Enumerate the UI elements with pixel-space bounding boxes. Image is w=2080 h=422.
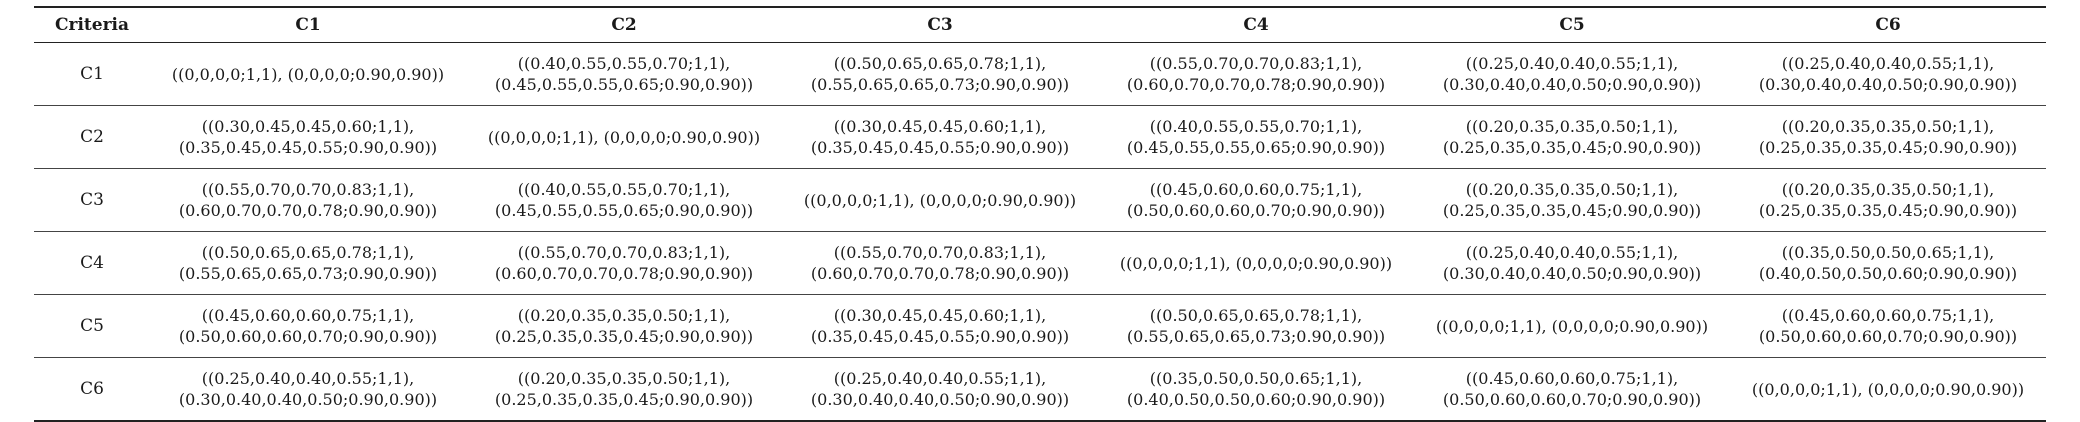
cell-line: (0.40,0.50,0.50,0.60;0.90,0.90))	[1126, 390, 1386, 409]
header-cell-c3: C3	[782, 7, 1098, 43]
table-cell	[782, 169, 1098, 232]
cell-line: (0.50,0.60,0.60,0.70;0.90,0.90))	[1442, 390, 1702, 409]
cell-line: (0.30,0.40,0.40,0.50;0.90,0.90))	[1442, 75, 1702, 94]
cell-line: ((0.35,0.50,0.50,0.65;1,1),	[1781, 243, 1995, 262]
cell-line: ((0.25,0.40,0.40,0.55;1,1),	[1781, 54, 1995, 73]
table-cell	[466, 106, 782, 169]
table-row	[34, 106, 2046, 169]
cell-line: (0.45,0.55,0.55,0.65;0.90,0.90))	[494, 75, 754, 94]
table-cell	[1098, 106, 1414, 169]
cell-line: ((0.20,0.35,0.35,0.50;1,1),	[1465, 180, 1679, 199]
cell-line: ((0.45,0.60,0.60,0.75;1,1),	[1149, 180, 1363, 199]
cell-line: ((0.45,0.60,0.60,0.75;1,1),	[1781, 306, 1995, 325]
cell-line: (0.25,0.35,0.35,0.45;0.90,0.90))	[494, 327, 754, 346]
header-cell-c2: C2	[466, 7, 782, 43]
cell-line: (0.50,0.60,0.60,0.70;0.90,0.90))	[1758, 327, 2018, 346]
cell-line: ((0.25,0.40,0.40,0.55;1,1),	[1465, 243, 1679, 262]
header-cell-c6: C6	[1730, 7, 2046, 43]
cell-line: (0.35,0.45,0.45,0.55;0.90,0.90))	[178, 138, 438, 157]
cell-line: (0.35,0.45,0.45,0.55;0.90,0.90))	[810, 138, 1070, 157]
cell-line: (0.55,0.65,0.65,0.73;0.90,0.90))	[810, 75, 1070, 94]
cell-line: ((0,0,0,0;1,1), (0,0,0,0;0.90,0.90))	[171, 64, 445, 84]
table-row	[34, 169, 2046, 232]
cell-line: ((0.20,0.35,0.35,0.50;1,1),	[517, 306, 731, 325]
cell-line: ((0.55,0.70,0.70,0.83;1,1),	[201, 180, 415, 199]
table-cell	[782, 295, 1098, 358]
cell-line: ((0.55,0.70,0.70,0.83;1,1),	[517, 243, 731, 262]
cell-line: ((0.25,0.40,0.40,0.55;1,1),	[1465, 54, 1679, 73]
cell-line: ((0.50,0.65,0.65,0.78;1,1),	[833, 54, 1047, 73]
table-cell	[1414, 106, 1730, 169]
table-cell	[1098, 169, 1414, 232]
cell-line: (0.60,0.70,0.70,0.78;0.90,0.90))	[494, 264, 754, 283]
cell-line: ((0.20,0.35,0.35,0.50;1,1),	[1465, 117, 1679, 136]
row-label: C3	[34, 169, 150, 232]
cell-line: (0.55,0.65,0.65,0.73;0.90,0.90))	[178, 264, 438, 283]
cell-line: ((0.30,0.45,0.45,0.60;1,1),	[833, 117, 1047, 136]
table-cell	[150, 358, 466, 422]
table-row	[34, 295, 2046, 358]
row-label: C4	[34, 232, 150, 295]
table-cell	[1098, 43, 1414, 106]
cell-line: ((0.35,0.50,0.50,0.65;1,1),	[1149, 369, 1363, 388]
cell-line: ((0.40,0.55,0.55,0.70;1,1),	[1149, 117, 1363, 136]
table-cell	[466, 169, 782, 232]
table-cell	[1414, 169, 1730, 232]
cell-line: (0.25,0.35,0.35,0.45;0.90,0.90))	[494, 390, 754, 409]
table-cell	[150, 106, 466, 169]
table-cell	[1414, 295, 1730, 358]
cell-line: ((0.55,0.70,0.70,0.83;1,1),	[1149, 54, 1363, 73]
table-cell	[150, 232, 466, 295]
cell-line: (0.30,0.40,0.40,0.50;0.90,0.90))	[1758, 75, 2018, 94]
cell-line: (0.60,0.70,0.70,0.78;0.90,0.90))	[810, 264, 1070, 283]
table-cell	[782, 43, 1098, 106]
cell-line: ((0.50,0.65,0.65,0.78;1,1),	[1149, 306, 1363, 325]
table-row	[34, 358, 2046, 422]
table-cell	[1098, 358, 1414, 422]
cell-line: (0.35,0.45,0.45,0.55;0.90,0.90))	[810, 327, 1070, 346]
cell-line: (0.60,0.70,0.70,0.78;0.90,0.90))	[1126, 75, 1386, 94]
pairwise-comparison-table	[34, 6, 2046, 422]
cell-line: ((0,0,0,0;1,1), (0,0,0,0;0.90,0.90))	[1435, 316, 1709, 336]
cell-line: ((0,0,0,0;1,1), (0,0,0,0;0.90,0.90))	[1119, 253, 1393, 273]
cell-line: (0.60,0.70,0.70,0.78;0.90,0.90))	[178, 201, 438, 220]
cell-line: (0.30,0.40,0.40,0.50;0.90,0.90))	[1442, 264, 1702, 283]
cell-line: ((0.50,0.65,0.65,0.78;1,1),	[201, 243, 415, 262]
table-row	[34, 43, 2046, 106]
cell-line: (0.25,0.35,0.35,0.45;0.90,0.90))	[1442, 201, 1702, 220]
cell-line: (0.30,0.40,0.40,0.50;0.90,0.90))	[178, 390, 438, 409]
row-label: C1	[34, 43, 150, 106]
table-cell	[1414, 232, 1730, 295]
cell-line: (0.45,0.55,0.55,0.65;0.90,0.90))	[494, 201, 754, 220]
table-cell	[782, 232, 1098, 295]
header-cell-c4: C4	[1098, 7, 1414, 43]
cell-line: ((0.30,0.45,0.45,0.60;1,1),	[833, 306, 1047, 325]
cell-line: ((0,0,0,0;1,1), (0,0,0,0;0.90,0.90))	[487, 127, 761, 147]
table-cell	[1730, 106, 2046, 169]
table-cell	[1730, 43, 2046, 106]
cell-line: (0.40,0.50,0.50,0.60;0.90,0.90))	[1758, 264, 2018, 283]
table-cell	[1414, 43, 1730, 106]
table-cell	[1098, 295, 1414, 358]
cell-line: ((0.20,0.35,0.35,0.50;1,1),	[1781, 180, 1995, 199]
cell-line: ((0,0,0,0;1,1), (0,0,0,0;0.90,0.90))	[1751, 379, 2025, 399]
row-label: C6	[34, 358, 150, 422]
cell-line: ((0,0,0,0;1,1), (0,0,0,0;0.90,0.90))	[803, 190, 1077, 210]
cell-line: (0.25,0.35,0.35,0.45;0.90,0.90))	[1758, 201, 2018, 220]
table-cell	[1730, 358, 2046, 422]
cell-line: (0.25,0.35,0.35,0.45;0.90,0.90))	[1758, 138, 2018, 157]
header-cell-c1: C1	[150, 7, 466, 43]
table-cell	[466, 232, 782, 295]
cell-line: (0.30,0.40,0.40,0.50;0.90,0.90))	[810, 390, 1070, 409]
row-label: C2	[34, 106, 150, 169]
table-cell	[150, 43, 466, 106]
cell-line: ((0.20,0.35,0.35,0.50;1,1),	[517, 369, 731, 388]
cell-line: ((0.45,0.60,0.60,0.75;1,1),	[1465, 369, 1679, 388]
table-cell	[1098, 232, 1414, 295]
table-header	[34, 7, 2046, 43]
table-row	[34, 232, 2046, 295]
comparison-table-container	[34, 6, 2046, 422]
cell-line: ((0.30,0.45,0.45,0.60;1,1),	[201, 117, 415, 136]
cell-line: (0.25,0.35,0.35,0.45;0.90,0.90))	[1442, 138, 1702, 157]
table-cell	[1730, 295, 2046, 358]
table-cell	[1730, 232, 2046, 295]
cell-line: ((0.25,0.40,0.40,0.55;1,1),	[833, 369, 1047, 388]
cell-line: (0.55,0.65,0.65,0.73;0.90,0.90))	[1126, 327, 1386, 346]
cell-line: ((0.45,0.60,0.60,0.75;1,1),	[201, 306, 415, 325]
table-body	[34, 43, 2046, 422]
cell-line: ((0.20,0.35,0.35,0.50;1,1),	[1781, 117, 1995, 136]
table-cell	[466, 295, 782, 358]
table-cell	[1730, 169, 2046, 232]
table-cell	[1414, 358, 1730, 422]
header-cell-c5: C5	[1414, 7, 1730, 43]
row-label: C5	[34, 295, 150, 358]
header-row	[34, 7, 2046, 43]
cell-line: ((0.40,0.55,0.55,0.70;1,1),	[517, 180, 731, 199]
header-cell-criteria: Criteria	[34, 7, 150, 43]
cell-line: ((0.55,0.70,0.70,0.83;1,1),	[833, 243, 1047, 262]
cell-line: (0.50,0.60,0.60,0.70;0.90,0.90))	[1126, 201, 1386, 220]
cell-line: (0.50,0.60,0.60,0.70;0.90,0.90))	[178, 327, 438, 346]
table-cell	[782, 106, 1098, 169]
table-cell	[150, 295, 466, 358]
table-cell	[150, 169, 466, 232]
table-cell	[466, 43, 782, 106]
table-cell	[466, 358, 782, 422]
cell-line: ((0.40,0.55,0.55,0.70;1,1),	[517, 54, 731, 73]
cell-line: (0.45,0.55,0.55,0.65;0.90,0.90))	[1126, 138, 1386, 157]
table-cell	[782, 358, 1098, 422]
cell-line: ((0.25,0.40,0.40,0.55;1,1),	[201, 369, 415, 388]
